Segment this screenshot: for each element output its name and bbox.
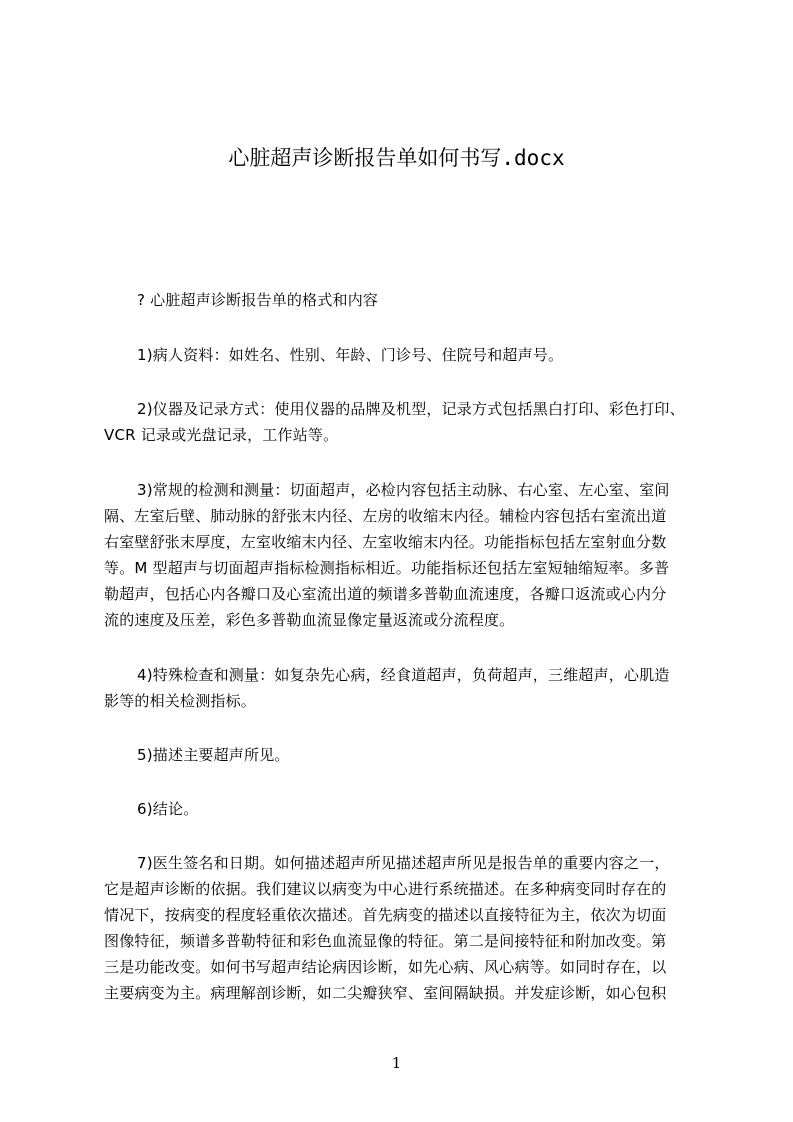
item-3-line-1: 3)常规的检测和测量：切面超声，必检内容包括主动脉、右心室、左心室、室间 bbox=[137, 481, 670, 499]
item-3-line-6: 流的速度及压差，彩色多普勒血流显像定量返流或分流程度。 bbox=[104, 611, 515, 629]
item-7-line-1: 7)医生签名和日期。如何描述超声所见描述超声所见是报告单的重要内容之一， bbox=[137, 854, 670, 872]
item-7-line-5: 三是功能改变。如何书写超声结论病因诊断，如先心病、风心病等。如同时存在，以 bbox=[104, 958, 667, 976]
item-3-line-5: 勒超声，包括心内各瓣口及心室流出道的频谱多普勒血流速度，各瓣口返流或心内分 bbox=[104, 585, 667, 603]
item-3-line-2: 隔、左室后壁、肺动脉的舒张末内径、左房的收缩末内径。辅检内容包括右室流出道 bbox=[104, 507, 667, 525]
item-7-line-3: 情况下，按病变的程度轻重依次描述。首先病变的描述以直接特征为主，依次为切面 bbox=[104, 906, 667, 924]
item-7-line-4: 图像特征，频谱多普勒特征和彩色血流显像的特征。第二是间接特征和附加改变。第 bbox=[104, 932, 667, 950]
item-6: 6)结论。 bbox=[137, 800, 199, 818]
document-title: 心脏超声诊断报告单如何书写.docx bbox=[228, 146, 565, 170]
page-number: 1 bbox=[391, 1054, 402, 1072]
item-2-line-1: 2)仪器及记录方式：使用仪器的品牌及机型，记录方式包括黑白打印、彩色打印、 bbox=[137, 400, 685, 418]
item-2-line-2: VCR 记录或光盘记录，工作站等。 bbox=[104, 426, 339, 444]
item-3-line-3: 右室壁舒张末厚度，左室收缩末内径、左室收缩末内径。功能指标包括左室射血分数 bbox=[104, 533, 667, 551]
item-7-line-6: 主要病变为主。病理解剖诊断，如二尖瓣狭窄、室间隔缺损。并发症诊断，如心包积 bbox=[104, 984, 667, 1002]
item-7-line-2: 它是超声诊断的依据。我们建议以病变为中心进行系统描述。在多种病变同时存在的 bbox=[104, 880, 667, 898]
item-1: 1)病人资料：如姓名、性别、年龄、门诊号、住院号和超声号。 bbox=[137, 346, 564, 364]
item-3-line-4: 等。M 型超声与切面超声指标检测指标相近。功能指标还包括左室短轴缩短率。多普 bbox=[104, 559, 670, 577]
item-4-line-2: 影等的相关检测指标。 bbox=[104, 692, 257, 710]
section-heading: ? 心脏超声诊断报告单的格式和内容 bbox=[137, 291, 379, 309]
item-5: 5)描述主要超声所见。 bbox=[137, 746, 290, 764]
item-4-line-1: 4)特殊检查和测量：如复杂先心病，经食道超声，负荷超声，三维超声，心肌造 bbox=[137, 666, 670, 684]
